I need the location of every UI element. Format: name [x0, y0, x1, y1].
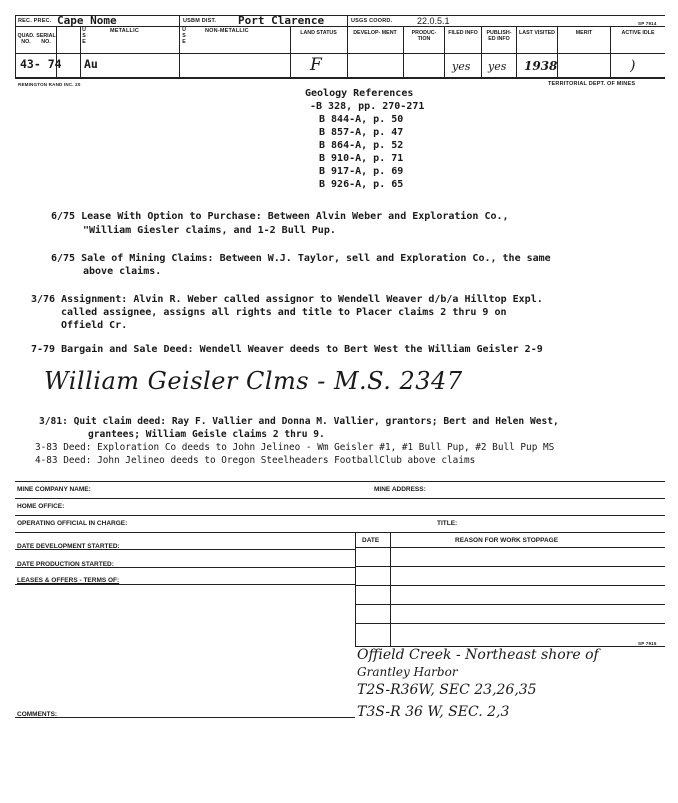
- entry-line: 3-83 Deed: Exploration Co deeds to John Jelineo - Wm Geisler #1, #1 Bull Pup, #2 Bull Pup MS: [35, 442, 555, 453]
- usgs-coord-value: 22.0.5.1: [417, 16, 450, 26]
- quad-no-label: QUAD. NO.: [17, 33, 35, 45]
- entry-line: 7-79 Bargain and Sale Deed: Wendell Weaver deeds to Bert West the William Geisler 2-9: [31, 344, 543, 355]
- territorial-dept-label: TERRITORIAL DEPT. OF MINES: [548, 81, 636, 87]
- last-visited-label: LAST VISITED: [519, 30, 555, 36]
- published-info-label: PUBLISH- ED INFO: [486, 30, 512, 42]
- last-visited-value: 1938: [524, 59, 558, 73]
- stoppage-reason-label: REASON FOR WORK STOPPAGE: [455, 537, 559, 544]
- use-label-metallic: U S E: [82, 27, 86, 45]
- leases-offers-label: LEASES & OFFERS - TERMS OF:: [17, 577, 120, 584]
- serial-no-label: SERIAL NO.: [36, 33, 56, 45]
- published-info-value: yes: [488, 60, 507, 73]
- quad-serial-value: 43- 74: [20, 57, 62, 71]
- geology-ref: -B 328, pp. 270-271: [310, 101, 425, 112]
- usbm-dist-value: Port Clarence: [238, 14, 325, 27]
- operating-official-label: OPERATING OFFICIAL IN CHARGE:: [17, 520, 128, 527]
- home-office-label: HOME OFFICE:: [17, 503, 65, 510]
- geology-ref: B 844-A, p. 50: [319, 114, 404, 125]
- development-label: DEVELOP- MENT: [353, 30, 397, 36]
- form-number-2: SP 7915: [638, 641, 657, 646]
- non-metallic-label: NON-METALLIC: [205, 28, 249, 34]
- use-label-nonmetallic: U S E: [182, 27, 186, 45]
- printer-imprint: REMINGTON RAND INC. 20: [18, 82, 81, 87]
- filed-info-value: yes: [452, 60, 471, 73]
- entry-line: above claims.: [83, 266, 162, 277]
- geology-ref: B 917-A, p. 69: [319, 166, 404, 177]
- entry-line: "William Giesler claims, and 1-2 Bull Pup.: [83, 225, 336, 236]
- comments-label: COMMENTS:: [17, 711, 58, 718]
- geology-ref: B 910-A, p. 71: [319, 153, 404, 164]
- entry-line: Offield Cr.: [61, 320, 128, 331]
- entry-line: 4-83 Deed: John Jelineo deeds to Oregon Steelheaders FootballClub above claims: [35, 455, 476, 466]
- location-note-line: T2S-R36W, SEC 23,26,35: [357, 682, 537, 698]
- entry-line: called assignee, assigns all rights and title to Placer claims 2 thru 9 on: [61, 307, 507, 318]
- location-note-line: Grantley Harbor: [357, 665, 458, 679]
- active-idle-label: ACTIVE IDLE: [621, 30, 655, 36]
- location-note-line: T3S-R 36 W, SEC. 2,3: [357, 704, 510, 720]
- usbm-dist-label: USBM DIST.: [183, 18, 217, 24]
- land-status-value: F: [310, 55, 322, 75]
- land-status-label: LAND STATUS: [300, 30, 337, 36]
- geology-ref: B 926-A, p. 65: [319, 179, 404, 190]
- entry-line: grantees; William Geisle claims 2 thru 9.: [88, 429, 325, 440]
- active-idle-value: ): [630, 58, 636, 74]
- entry-line: 3/81: Quit claim deed: Ray F. Vallier and Donna M. Vallier, grantors; Bert and Helen West,: [39, 416, 559, 427]
- metallic-value: Au: [84, 57, 98, 71]
- geology-ref: B 864-A, p. 52: [319, 140, 404, 151]
- mine-company-name-label: MINE COMPANY NAME:: [17, 486, 91, 493]
- production-label: PRODUC- TION: [411, 30, 437, 42]
- entry-line: 6/75 Sale of Mining Claims: Between W.J. Taylor, sell and Exploration Co., the same: [51, 253, 551, 264]
- geology-ref: B 857-A, p. 47: [319, 127, 404, 138]
- rec-prec-label: REC. PREC.: [18, 18, 52, 24]
- entry-line: 3/76 Assignment: Alvin R. Weber called assignor to Wendell Weaver d/b/a Hilltop Expl.: [31, 294, 543, 305]
- date-development-label: DATE DEVELOPMENT STARTED:: [17, 543, 120, 550]
- title-label: TITLE:: [437, 520, 458, 527]
- merit-label: MERIT: [575, 30, 593, 36]
- form-number: SP 7914: [638, 21, 657, 26]
- date-production-label: DATE PRODUCTION STARTED:: [17, 561, 114, 568]
- handwritten-title: William Geisler Clms - M.S. 2347: [44, 367, 463, 395]
- rec-prec-value: Cape Nome: [57, 14, 117, 27]
- mine-address-label: MINE ADDRESS:: [374, 486, 426, 493]
- geology-heading: Geology References: [305, 88, 414, 99]
- stoppage-date-label: DATE: [362, 537, 380, 544]
- entry-line: 6/75 Lease With Option to Purchase: Between Alvin Weber and Exploration Co.,: [51, 211, 509, 222]
- usgs-coord-label: USGS COORD.: [351, 18, 393, 24]
- location-note-line: Offield Creek - Northeast shore of: [357, 647, 599, 663]
- metallic-label: METALLIC: [110, 28, 139, 34]
- filed-info-label: FILED INFO: [448, 30, 478, 36]
